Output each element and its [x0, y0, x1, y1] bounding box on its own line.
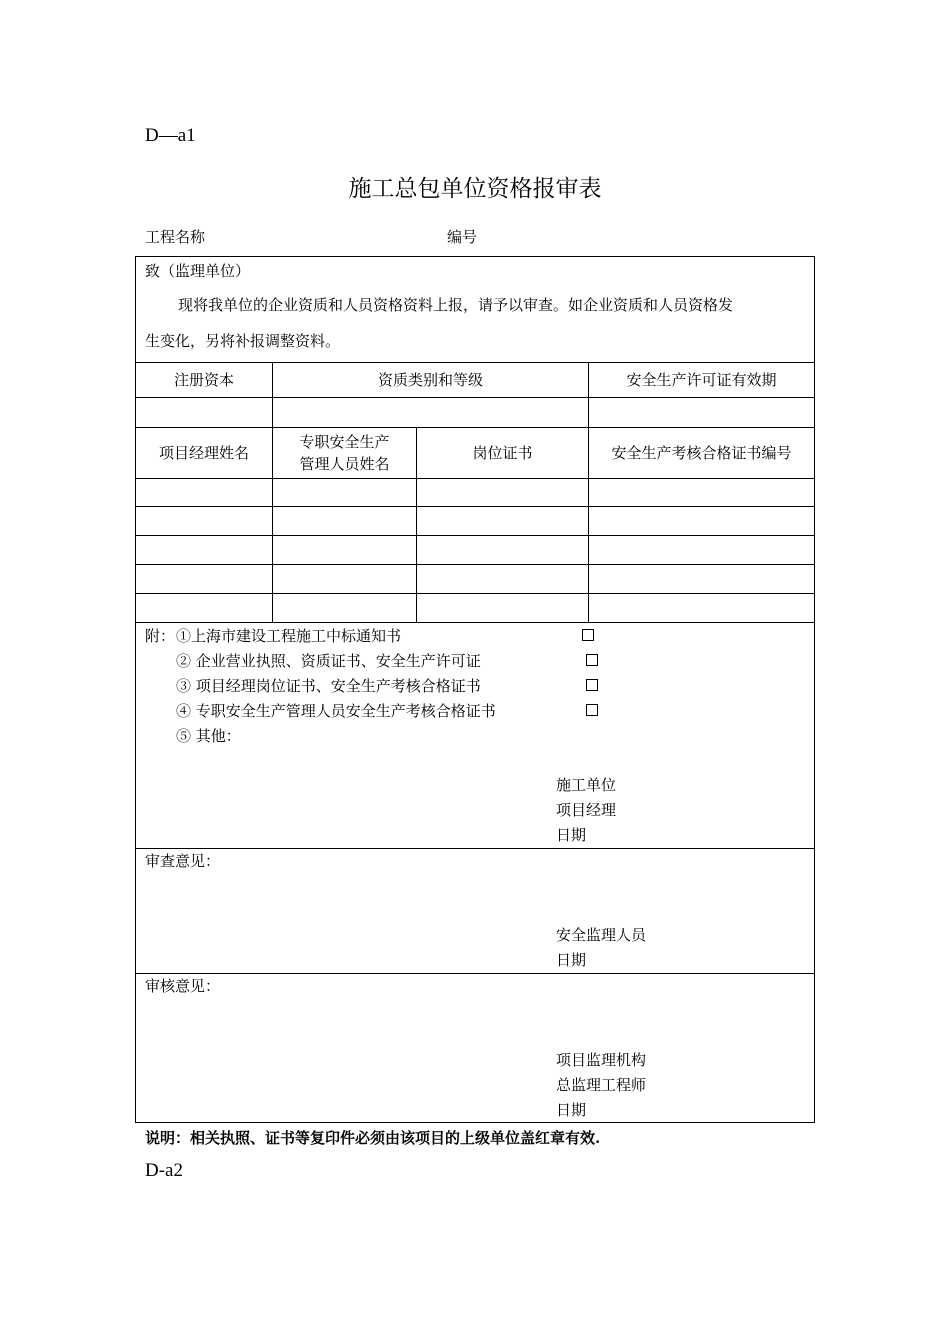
- divider: [136, 622, 814, 623]
- sign-safety-supervisor: 安全监理人员: [556, 926, 647, 944]
- attachment-item: ② 企业营业执照、资质证书、安全生产许可证: [176, 652, 481, 670]
- attachment-checkbox[interactable]: [586, 679, 598, 691]
- header-safety-staff-name-line-1: 专职安全生产: [299, 432, 390, 451]
- sign-supervision-agency: 项目监理机构: [556, 1051, 647, 1069]
- attachment-item: ①上海市建设工程施工中标通知书: [176, 627, 402, 645]
- attachment-item: ③ 项目经理岗位证书、安全生产考核合格证书: [176, 677, 481, 695]
- qualification-form: [135, 256, 815, 1123]
- number-label: 编号: [447, 228, 478, 246]
- page-title: 施工总包单位资格报审表: [348, 176, 602, 202]
- header-post-certificate: 岗位证书: [472, 443, 533, 462]
- divider: [136, 506, 814, 507]
- header-safety-staff-name: [273, 427, 416, 478]
- project-name-label: 工程名称: [145, 228, 206, 246]
- attachment-item: ⑤ 其他：: [176, 727, 241, 745]
- attachment-item: ④ 专职安全生产管理人员安全生产考核合格证书: [176, 702, 496, 720]
- divider: [136, 397, 814, 398]
- sign-construction-unit: 施工单位: [556, 776, 617, 794]
- divider: [136, 535, 814, 536]
- intro-text-line-2: 生变化，另将补报调整资料。: [145, 332, 341, 350]
- attachment-checkbox[interactable]: [586, 704, 598, 716]
- header-safety-permit-validity: 安全生产许可证有效期: [626, 370, 777, 389]
- form-code-bottom: D-a2: [145, 1160, 183, 1181]
- attachments-prefix: 附：: [145, 627, 176, 645]
- divider: [136, 564, 814, 565]
- divider: [136, 593, 814, 594]
- attachment-checkbox[interactable]: [586, 654, 598, 666]
- form-code-top: D—a1: [145, 125, 196, 146]
- divider: [136, 478, 814, 479]
- header-project-manager-name: 项目经理姓名: [158, 443, 249, 462]
- review-opinion-label: 审查意见：: [145, 852, 221, 870]
- sign-date: 日期: [556, 1101, 587, 1119]
- attachment-checkbox[interactable]: [582, 629, 594, 641]
- sign-chief-supervisor: 总监理工程师: [556, 1076, 647, 1094]
- sign-project-manager: 项目经理: [556, 801, 617, 819]
- footnote: 说明：相关执照、证书等复印件必须由该项目的上级单位盖红章有效.: [145, 1129, 601, 1147]
- sign-date: 日期: [556, 826, 587, 844]
- header-qualification-grade: 资质类别和等级: [377, 370, 483, 389]
- approval-opinion-label: 审核意见：: [145, 977, 221, 995]
- addressee-line: 致（监理单位）: [145, 262, 251, 280]
- header-registered-capital: 注册资本: [173, 370, 234, 389]
- intro-text-line-1: 现将我单位的企业资质和人员资格资料上报，请予以审查。如企业资质和人员资格发: [178, 296, 734, 314]
- divider: [136, 973, 814, 974]
- header-safety-staff-name-line-2: 管理人员姓名: [299, 454, 390, 473]
- header-safety-assessment-cert-no: 安全生产考核合格证书编号: [611, 443, 792, 462]
- sign-date: 日期: [556, 951, 587, 969]
- divider: [136, 848, 814, 849]
